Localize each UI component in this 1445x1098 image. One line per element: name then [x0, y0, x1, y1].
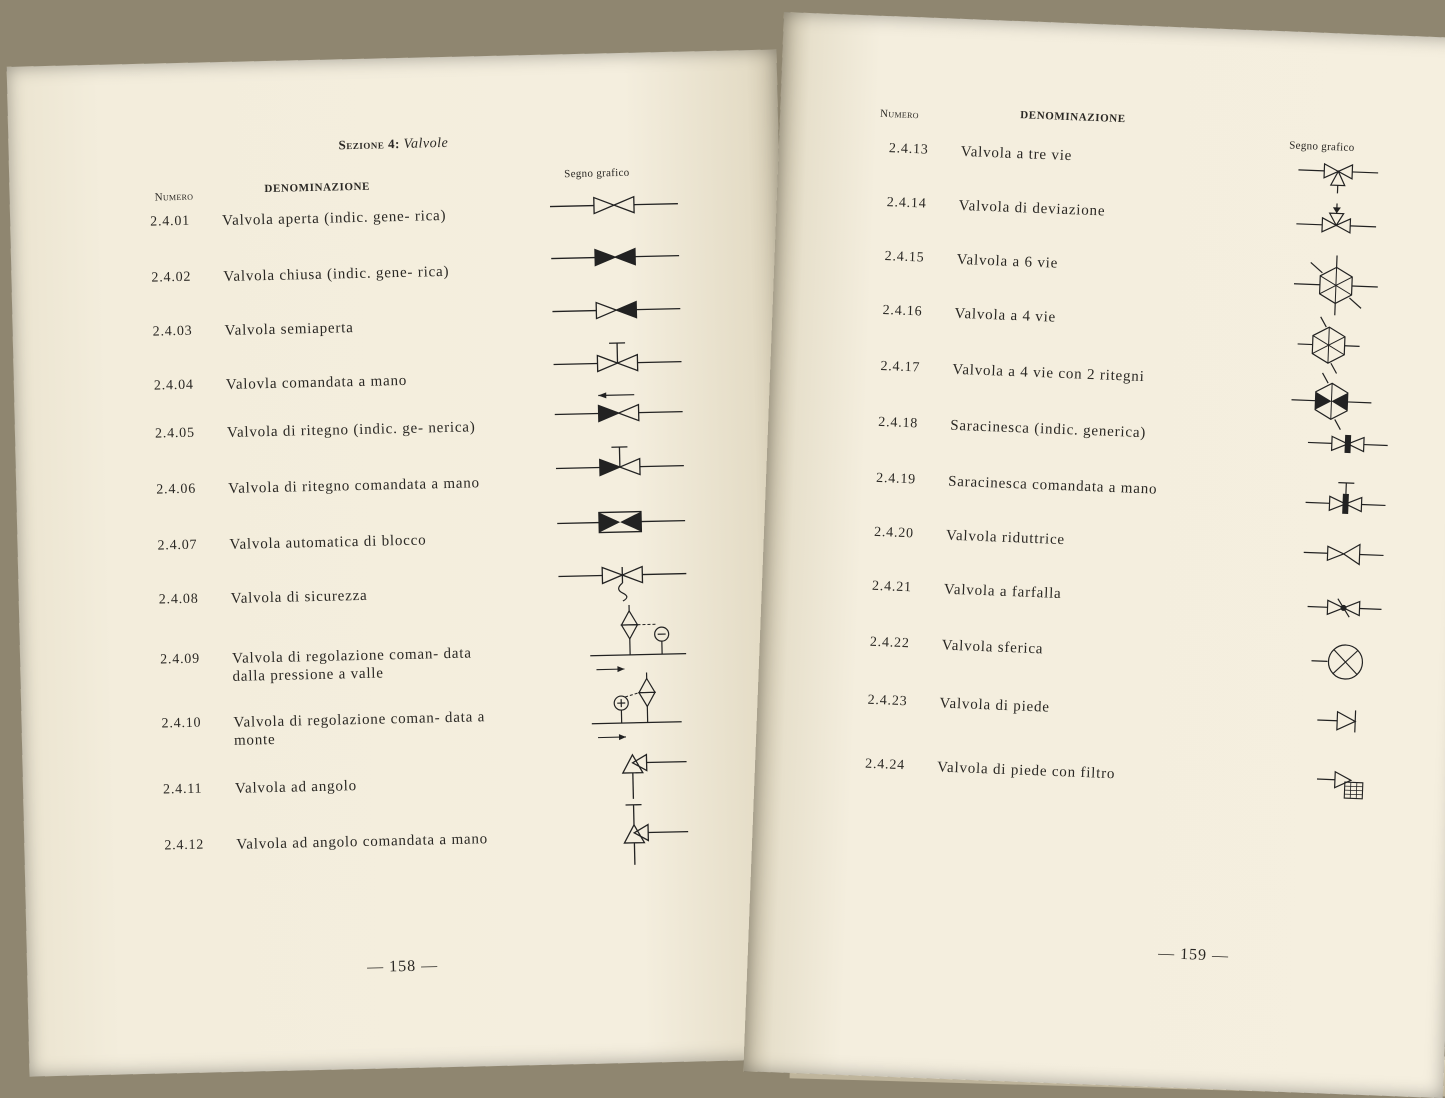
- reducing-valve-icon: [1303, 540, 1384, 567]
- entry-name: Valvola a 4 vie con 2 ritegni: [952, 361, 1212, 389]
- entry-name: Valvola automatica di blocco: [229, 530, 489, 554]
- upstream-regulating-valve-icon: [591, 672, 693, 744]
- header-number: Numero: [155, 191, 194, 204]
- section-label: Sezione 4:: [338, 136, 400, 152]
- header-symbol: Segno grafico: [564, 167, 630, 180]
- entry-name: Valvola di regolazione coman- data a monte: [233, 708, 494, 750]
- six-way-valve-icon: [1293, 254, 1379, 317]
- entry-name: Valovla comandata a mano: [226, 370, 486, 394]
- entry-name: Valvola aperta (indic. gene- rica): [222, 206, 482, 230]
- entry-name: Valvola a 6 vie: [956, 251, 1216, 279]
- entry-name: Saracinesca comandata a mano: [948, 473, 1208, 501]
- entry-number: 2.4.22: [870, 634, 910, 654]
- entry-number: 2.4.18: [878, 414, 918, 434]
- entry-number: 2.4.05: [155, 425, 195, 444]
- entry-name: Valvola semiaperta: [224, 316, 484, 340]
- entry-number: 2.4.01: [150, 213, 190, 232]
- entry-name: Valvola di regolazione coman- data dalla pressione a valle: [232, 644, 493, 686]
- check-valve-icon: [554, 388, 685, 427]
- manual-valve-icon: [553, 338, 684, 377]
- entry-name: Valvola a tre vie: [960, 143, 1220, 171]
- downstream-regulating-valve-icon: [589, 604, 691, 676]
- right-page: [743, 12, 1445, 1098]
- entry-name: Valvola a 4 vie: [954, 305, 1214, 333]
- sluice-valve-icon: [1307, 430, 1388, 457]
- entry-number: 2.4.16: [882, 302, 922, 322]
- entry-number: 2.4.23: [867, 692, 907, 712]
- entry-name: Valvola di sicurezza: [231, 584, 491, 608]
- page-number: — 158 —: [367, 957, 438, 977]
- entry-number: 2.4.04: [154, 377, 194, 396]
- entry-number: 2.4.11: [163, 781, 203, 800]
- entry-number: 2.4.19: [876, 470, 916, 490]
- entry-name: Valvola di ritegno comandata a mano: [228, 474, 488, 498]
- manual-sluice-valve-icon: [1305, 478, 1386, 517]
- entry-number: 2.4.06: [156, 481, 196, 500]
- section-title: [338, 135, 448, 154]
- four-way-valve-icon: [1292, 314, 1364, 377]
- angle-valve-icon: [612, 741, 693, 803]
- ball-valve-icon: [1311, 641, 1372, 683]
- entry-name: Valvola riduttrice: [946, 527, 1206, 555]
- entry-number: 2.4.21: [872, 578, 912, 598]
- header-symbol: Segno grafico: [1289, 139, 1355, 153]
- entry-number: 2.4.24: [865, 756, 905, 776]
- page-number: — 159 —: [1158, 945, 1230, 966]
- entry-name: Valvola di piede: [939, 694, 1199, 722]
- entry-name: Valvola di deviazione: [958, 197, 1218, 225]
- header-name: DENOMINAZIONE: [264, 181, 370, 195]
- entry-name: Valvola di ritegno (indic. ge- nerica): [227, 418, 487, 442]
- entry-number: 2.4.08: [159, 591, 199, 610]
- entry-number: 2.4.14: [886, 194, 926, 214]
- foot-valve-filter-icon: [1316, 765, 1367, 807]
- manual-angle-valve-icon: [613, 799, 694, 867]
- gate-valve-open-icon: [550, 192, 681, 219]
- entry-name: Valvola ad angolo comandata a mano: [236, 830, 496, 854]
- entry-name: Valvola di piede con filtro: [937, 758, 1197, 786]
- entry-number: 2.4.15: [884, 248, 924, 268]
- four-way-check-valve-icon: [1290, 370, 1372, 433]
- header-number: Numero: [880, 108, 919, 121]
- entry-number: 2.4.10: [161, 715, 201, 734]
- entry-number: 2.4.17: [880, 358, 920, 378]
- entry-name: Valvola sferica: [941, 637, 1201, 665]
- entry-number: 2.4.09: [160, 651, 200, 670]
- entry-number: 2.4.13: [888, 140, 928, 160]
- safety-valve-icon: [558, 562, 689, 605]
- entry-number: 2.4.02: [151, 269, 191, 288]
- section-name: Valvole: [403, 136, 448, 152]
- entry-name: Saracinesca (indic. generica): [950, 417, 1210, 445]
- entry-name: Valvola a farfalla: [944, 581, 1204, 609]
- automatic-block-valve-icon: [557, 508, 688, 537]
- entry-number: 2.4.07: [157, 537, 197, 556]
- three-way-valve-icon: [1297, 158, 1378, 197]
- entry-number: 2.4.03: [153, 323, 193, 342]
- entry-number: 2.4.20: [874, 524, 914, 544]
- manual-check-valve-icon: [555, 442, 686, 481]
- gate-valve-half-open-icon: [552, 297, 683, 324]
- entry-number: 2.4.12: [164, 837, 204, 856]
- foot-valve-icon: [1317, 705, 1368, 737]
- header-name: DENOMINAZIONE: [1020, 109, 1126, 125]
- diverter-valve-icon: [1296, 202, 1377, 241]
- butterfly-valve-icon: [1307, 595, 1382, 622]
- gate-valve-closed-icon: [551, 244, 682, 271]
- entry-name: Valvola ad angolo: [235, 774, 495, 798]
- entry-name: Valvola chiusa (indic. gene- rica): [223, 262, 483, 286]
- left-page: [7, 49, 800, 1076]
